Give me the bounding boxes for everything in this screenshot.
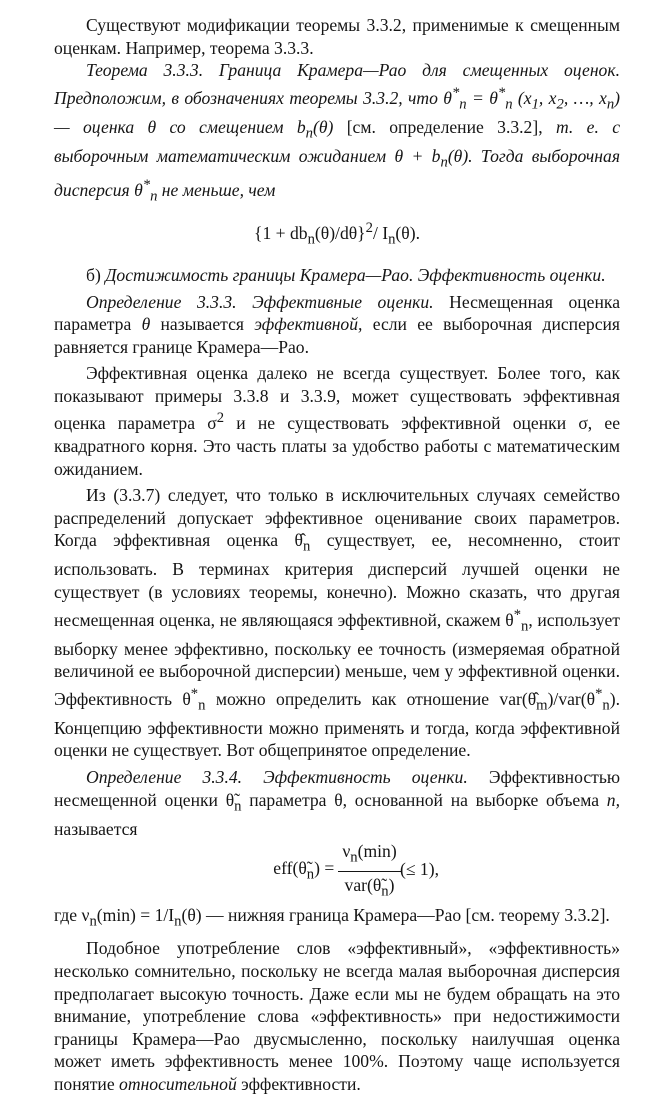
formula-condition: (≤ 1), bbox=[400, 859, 439, 880]
book-page bbox=[54, 14, 620, 1095]
fraction-denominator: $var(\thetã_n)$ bbox=[344, 874, 395, 900]
definition-3-3-3: Определение 3.3.3. Эффективные оценки. Несмещенная оценка параметра θ называется эффективной, если ее выборочная дисперсия равняется границе Крамера—Рао. bbox=[54, 291, 621, 357]
efficiency-paragraph: Эффективная оценка далеко не всегда существует. Более того, как показывают примеры 3.3.8 и 3.3.9, может существовать эффективная оценка параметра $\sigma^2$ и не существовать эффективной оценки σ, ее квадратного корня. Это часть платы за удобство работы с математическим ожиданием. bbox=[54, 363, 621, 479]
existence-paragraph: Из (3.3.7) следует, что только в исключительных случаях семейство распределений допускает эффективное оценивание своих параметров. Когда эффективная оценка $\thetâ_n$ существует, ее, несомненно, стоит использовать. В терминах критерия дисперсий лучшей оценки не существует (в условиях теоремы, конечно). Можно сказать, что другая несмещенная оценка, не являющаяся эффективной, скажем $\theta^*_n$, использует выборку менее эффективно, поскольку ее точность (измеряемая обратной величиной ее выборочной дисперсии) меньше, чем у эффективной оценки. Эффективность $\theta^*_n$ можно определить как отношение $var(\thetâ_m)/var(\theta^*_n)$. Концепцию эффективности можно применять и тогда, когда эффективной оценки не существует. Вот общепринятое определение. bbox=[54, 485, 620, 761]
fraction-numerator: $\nu_n(\min)$ bbox=[338, 840, 400, 872]
theorem-3-3-3: Теорема 3.3.3. Граница Крамера—Рао для смещенных оценок. Предположим, в обозначениях теоремы 3.3.2, что $\theta^*_n = \theta^*_n$ ($x_1$, $x_2$, …, $x_n$) — оценка θ со смещением $b_n(\theta)$ [см. определение 3.3.2], т. е. с выборочным математическим ожиданием $\theta + b_n(\theta)$. Тогда выборочная дисперсия $\theta^*_n$ не меньше, чем bbox=[54, 60, 621, 205]
cramer-rao-biased-formula: $\{1 + db_n(\theta)/d\theta\}^2/$ $I_n(\theta)$. bbox=[254, 219, 420, 248]
efficiency-formula bbox=[54, 840, 620, 900]
section-b-heading: б) Достижимость границы Крамера—Рао. Эффективность оценки. bbox=[86, 264, 606, 285]
theorem-heading: Теорема 3.3.3. Граница Крамера—Рао для смещенных оценок. bbox=[86, 60, 620, 81]
formula-lhs: $eff(\thetã_n)$ = bbox=[273, 857, 335, 883]
lower-bound-note: где $\nu_n(\min) = 1/I_n(\theta)$ — нижняя граница Крамера—Рао [см. теорему 3.3.2]. bbox=[54, 905, 610, 930]
formula-fraction bbox=[338, 840, 400, 903]
closing-paragraph: Подобное употребление слов «эффективный», «эффективность» несколько сомнительно, поскольку не всегда малая выборочная дисперсия предполагает высокую точность. Даже если мы не будем обращать на это внимание, употребление слова «эффективность» при недостижимости границы Крамера—Рао двусмысленно, поскольку наилучшая оценка может иметь эффективность менее 100%. Поэтому чаще используется понятие относительной эффективности. bbox=[54, 938, 620, 1094]
intro-paragraph: Существуют модификации теоремы 3.3.2, применимые к смещенным оценкам. Например, теорема 3.3.3. bbox=[54, 15, 620, 58]
definition-3-3-4: Определение 3.3.4. Эффективность оценки. Эффективностью несмещенной оценки $\thetã_n$ параметра θ, основанной на выборке объема n, называется bbox=[54, 766, 620, 839]
